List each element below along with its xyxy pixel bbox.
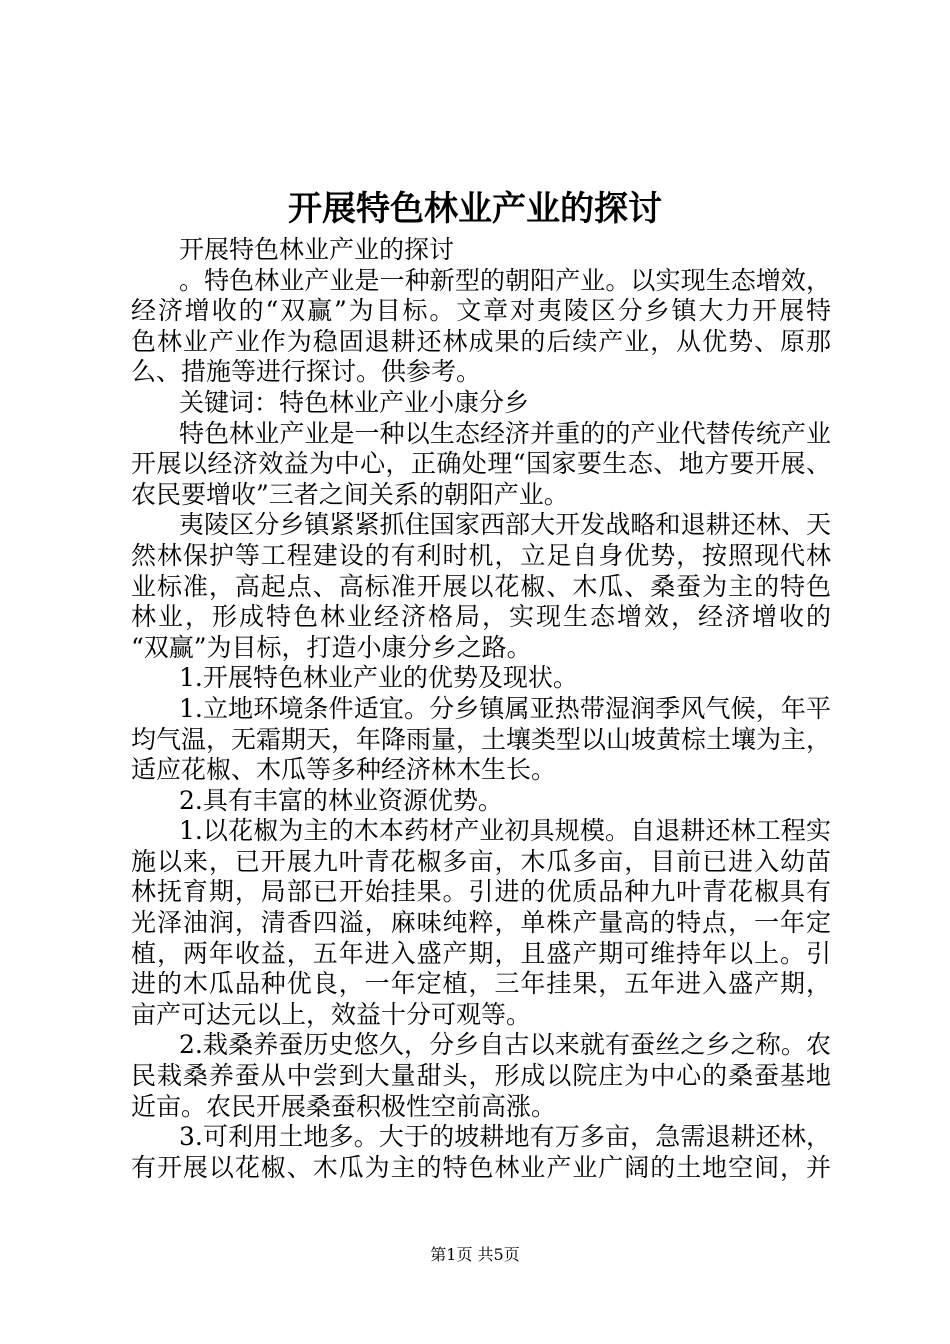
text-line: 3.可利用土地多。大于的坡耕地有万多亩，急需退耕还林， <box>179 1122 831 1152</box>
text-line: 么、措施等进行探讨。供参考。 <box>131 357 482 387</box>
page-footer: 第1页 共5页 <box>430 1245 520 1264</box>
paragraph <box>131 1122 831 1183</box>
text-line: 1.立地环境条件适宜。分乡镇属亚热带湿润季风气候，年平 <box>179 693 831 723</box>
paragraph <box>131 663 831 694</box>
text-line: 施以来，已开展九叶青花椒多亩，木瓜多亩，目前已进入幼苗 <box>131 846 831 876</box>
paragraph <box>131 510 831 663</box>
text-line: 2.栽桑养蚕历史悠久，分乡自古以来就有蚕丝之乡之称。农 <box>179 1030 831 1060</box>
text-line: 关键词：特色林业产业小康分乡 <box>179 387 530 417</box>
text-line: 经济增收的“双赢”为目标。文章对夷陵区分乡镇大力开展特 <box>131 296 831 326</box>
text-line: 1.以花椒为主的木本药材产业初具规模。自退耕还林工程实 <box>179 816 831 846</box>
document-title: 开展特色林业产业的探讨 <box>288 189 662 229</box>
text-line: 1.开展特色林业产业的优势及现状。 <box>179 663 578 693</box>
text-line: 亩产可达元以上，效益十分可观等。 <box>131 999 532 1029</box>
paragraph <box>131 388 831 419</box>
text-line: 林业，形成特色林业经济格局，实现生态增效，经济增收的 <box>131 602 831 632</box>
text-line: 植，两年收益，五年进入盛产期，且盛产期可维持年以上。引 <box>131 938 831 968</box>
text-line: 光泽油润，清香四溢，麻味纯粹，单株产量高的特点，一年定 <box>131 908 831 938</box>
text-line: 开展以经济效益为中心，正确处理“国家要生态、地方要开展、 <box>131 449 831 479</box>
text-line: 。特色林业产业是一种新型的朝阳产业。以实现生态增效， <box>179 265 831 295</box>
text-line: 农民要增收”三者之间关系的朝阳产业。 <box>131 479 569 509</box>
paragraph <box>131 266 831 388</box>
text-line: “双赢”为目标，打造小康分乡之路。 <box>131 632 532 662</box>
paragraph <box>131 694 831 786</box>
text-line: 夷陵区分乡镇紧紧抓住国家西部大开发战略和退耕还林、天 <box>179 510 831 540</box>
text-line: 业标准，高起点、高标准开展以花椒、木瓜、桑蚕为主的特色 <box>131 571 831 601</box>
text-line: 林抚育期，局部已开始挂果。引进的优质品种九叶青花椒具有 <box>131 877 831 907</box>
document-body <box>131 235 831 1183</box>
text-line: 近亩。农民开展桑蚕积极性空前高涨。 <box>131 1091 557 1121</box>
text-line: 进的木瓜品种优良，一年定植，三年挂果，五年进入盛产期， <box>131 969 831 999</box>
paragraph <box>131 816 831 1030</box>
text-line: 特色林业产业是一种以生态经济并重的的产业代替传统产业 <box>179 418 831 448</box>
text-line: 适应花椒、木瓜等多种经济林木生长。 <box>131 755 557 785</box>
text-line: 2.具有丰富的林业资源优势。 <box>179 785 503 815</box>
text-line: 有开展以花椒、木瓜为主的特色林业产业广阔的土地空间，并 <box>131 1152 831 1182</box>
text-line: 开展特色林业产业的探讨 <box>179 235 455 264</box>
paragraph <box>131 235 831 266</box>
text-line: 然林保护等工程建设的有利时机，立足自身优势，按照现代林 <box>131 540 831 570</box>
paragraph <box>131 419 831 511</box>
text-line: 色林业产业作为稳固退耕还林成果的后续产业，从优势、原那 <box>131 326 831 356</box>
paragraph <box>131 786 831 817</box>
text-line: 均气温，无霜期天，年降雨量，土壤类型以山坡黄棕土壤为主， <box>131 724 832 754</box>
paragraph <box>131 1030 831 1122</box>
text-line: 民栽桑养蚕从中尝到大量甜头，形成以院庄为中心的桑蚕基地 <box>131 1061 831 1091</box>
